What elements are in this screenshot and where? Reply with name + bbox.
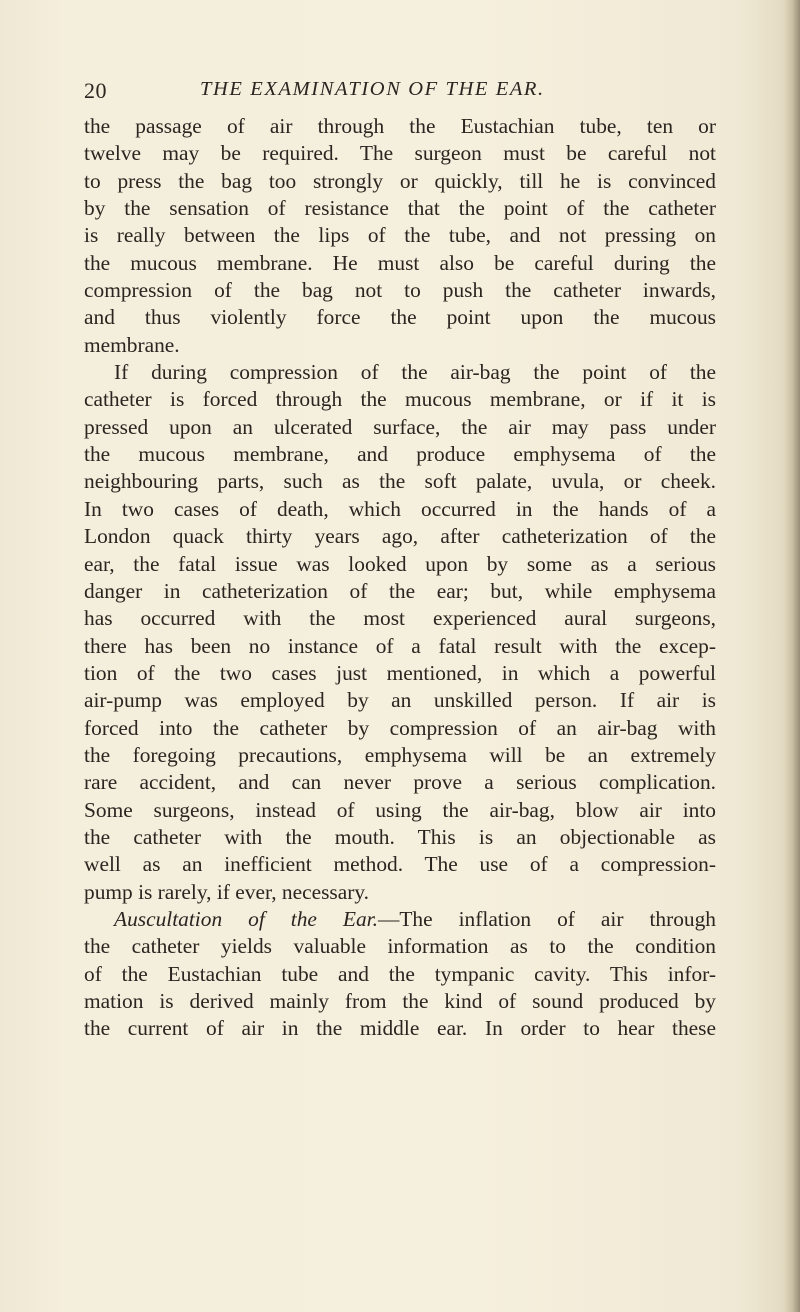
body-text	[84, 113, 716, 1043]
text-line: danger in catheterization of the ear; but, while emphysema	[84, 578, 716, 603]
text-line: well as an inefficient method. The use of a compression-	[84, 852, 716, 877]
text-line: twelve may be required. The surgeon must be careful not	[84, 141, 716, 166]
page-edge-shadow	[784, 0, 800, 1312]
text-line: the catheter yields valuable information as to the condition	[84, 934, 716, 959]
text-line: London quack thirty years ago, after catheterization of the	[84, 524, 716, 549]
text-line: rare accident, and can never prove a serious complication.	[84, 770, 716, 795]
text-line: ear, the fatal issue was looked upon by some as a serious	[84, 551, 716, 576]
paragraph-first-line: If during compression of the air-bag the point of the	[114, 360, 716, 385]
text-line: the mucous membrane, and produce emphysema of the	[84, 442, 716, 467]
text-line: catheter is forced through the mucous membrane, or if it is	[84, 387, 716, 412]
text-line: the mucous membrane. He must also be careful during the	[84, 250, 716, 275]
text-line: there has been no instance of a fatal result with the excep-	[84, 633, 716, 658]
text-line: pressed upon an ulcerated surface, the air may pass under	[84, 414, 716, 439]
text-line: the foregoing precautions, emphysema will be an extremely	[84, 742, 716, 767]
text-line: Some surgeons, instead of using the air-bag, blow air into	[84, 797, 716, 822]
text-line: the catheter with the mouth. This is an objectionable as	[84, 824, 716, 849]
text-line: In two cases of death, which occurred in the hands of a	[84, 496, 716, 521]
page-header	[84, 78, 644, 112]
text-line: is really between the lips of the tube, and not pressing on	[84, 223, 716, 248]
text-line: forced into the catheter by compression of an air-bag with	[84, 715, 716, 740]
section-first-line	[84, 906, 716, 933]
text-line: air-pump was employed by an unskilled person. If air is	[84, 688, 716, 713]
page-number: 20	[84, 78, 107, 103]
section-heading-auscultation: Auscultation of the Ear.	[114, 906, 378, 931]
paragraph-end-line: membrane.	[84, 332, 180, 357]
text-line: by the sensation of resistance that the point of the catheter	[84, 196, 716, 221]
text-line: neighbouring parts, such as the soft palate, uvula, or cheek.	[84, 469, 716, 494]
text-line: has occurred with the most experienced aural surgeons,	[84, 606, 716, 631]
text-line: mation is derived mainly from the kind of sound produced by	[84, 989, 716, 1013]
text-line: compression of the bag not to push the catheter inwards,	[84, 278, 716, 303]
text-line: to press the bag too strongly or quickly, till he is convinced	[84, 168, 716, 193]
section-first-line-text: —The inflation of air through	[377, 906, 717, 931]
running-title: THE EXAMINATION OF THE EAR.	[200, 78, 545, 100]
text-line: the current of air in the middle ear. In order to hear these	[84, 1016, 716, 1041]
text-line: of the Eustachian tube and the tympanic cavity. This infor-	[84, 961, 716, 986]
text-line: tion of the two cases just mentioned, in which a powerful	[84, 660, 716, 685]
text-line: the passage of air through the Eustachian tube, ten or	[84, 114, 716, 138]
text-line: and thus violently force the point upon the mucous	[84, 305, 716, 330]
paragraph-end-line: pump is rarely, if ever, necessary.	[84, 879, 370, 904]
